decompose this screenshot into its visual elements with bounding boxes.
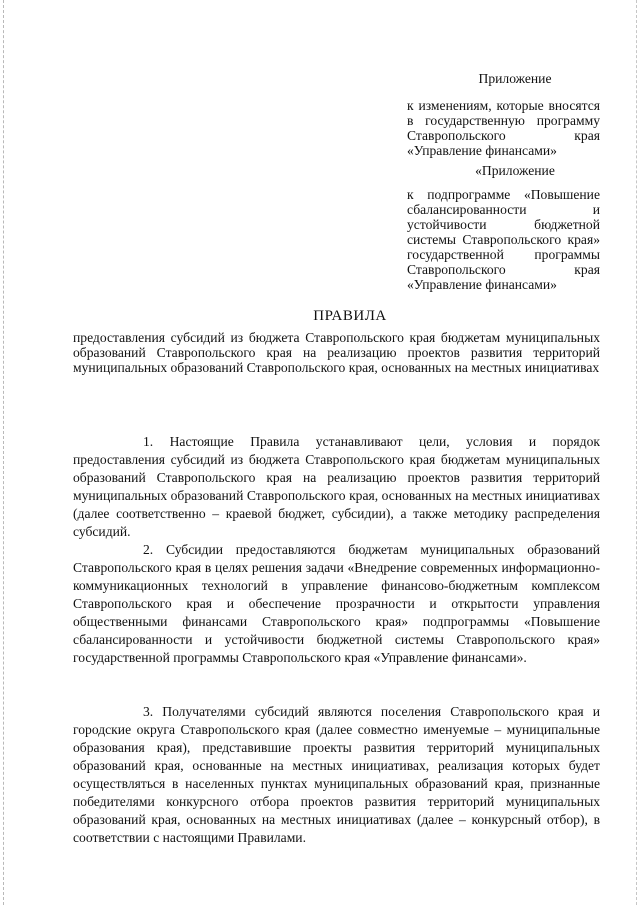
scan-margin-right (636, 0, 637, 905)
appendix-label: Приложение (478, 71, 552, 86)
paragraph-2: 2. Субсидии предоставляются бюджетам муниципальных образований Ставропольского края в целях решения задачи «Внедрение современных информационно-коммуникационных технологий в управление финансово-бюджетным комплексом Ставропольского края и обеспечение прозрачности и открытости управления общественными финансами Ставропольского края» подпрограммы «Повышение сбалансированности и устойчивости бюджетной системы Ставропольского края» государственной программы Ставропольского края «Управление финансами». (73, 542, 600, 665)
appendix-text-2: к подпрограмме «Повышение сбалансированности и устойчивости бюджетной системы Ставропольского края» государственной программы Ставропольского края «Управление финансами» (407, 187, 600, 292)
paragraph-1: 1. Настоящие Правила устанавливают цели, условия и порядок предоставления субсидий из бюджета Ставропольского края бюджетам муниципальных образований Ставропольского края на реализацию проектов развития территорий муниципальных образований Ставропольского края, основанных на местных инициативах (далее соответственно – краевой бюджет, субсидии), а также методику распределения субсидий. (73, 434, 600, 539)
document-subtitle: предоставления субсидий из бюджета Ставропольского края бюджетам муниципальных образований Ставропольского края на реализацию проектов развития территорий муниципальных образований Ставропольского края, основанных на местных инициативах (73, 330, 600, 375)
paragraph-3: 3. Получателями субсидий являются поселения Ставропольского края и городские округа Ставропольского края (далее совместно именуемые – муниципальные образования края), представившие проекты развития территорий муниципальных образований края, основанные на местных инициативах, реализация которых будет осуществляться в населенных пунктах муниципальных образований края, признанные победителями конкурсного отбора проектов развития территорий муниципальных образований края, основанных на местных инициативах (далее – конкурсный отбор), в соответствии с настоящими Правилами. (73, 704, 600, 845)
scan-margin-left (3, 0, 4, 905)
document-title: ПРАВИЛА (313, 308, 387, 324)
appendix-text: к изменениям, которые вносятся в государственную программу Ставропольского края «Управление финансами» (407, 98, 600, 158)
appendix-label-2: «Приложение (475, 163, 555, 178)
